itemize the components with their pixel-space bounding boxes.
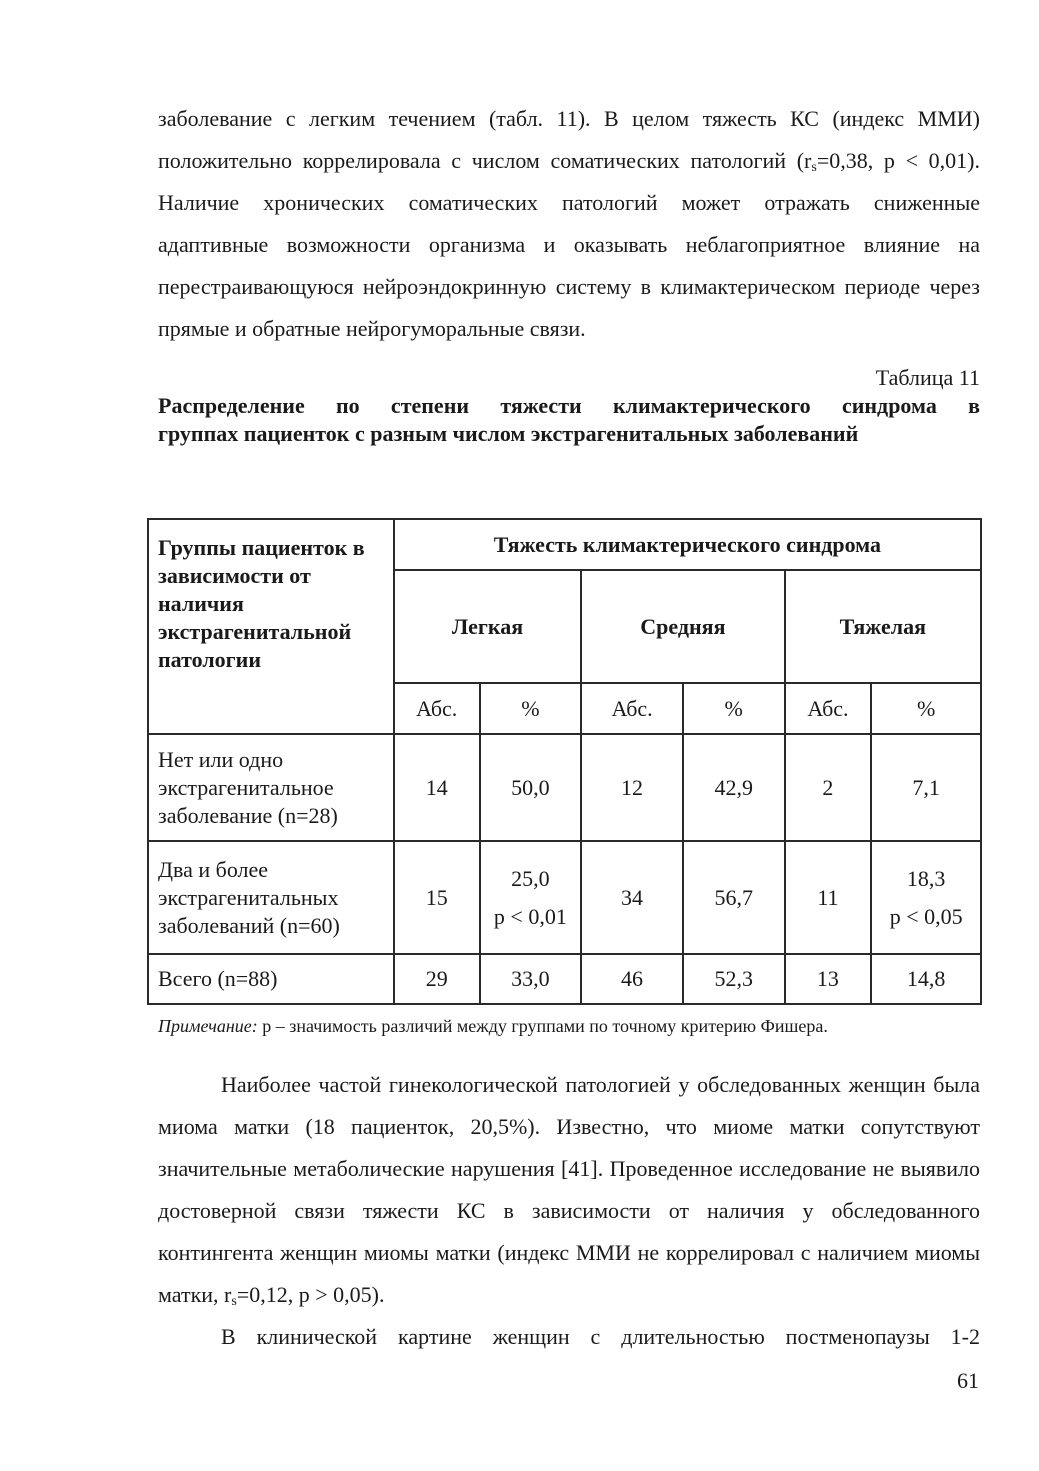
table-cell: 14	[394, 734, 480, 841]
table-row	[148, 841, 981, 954]
table-cell: 56,7	[683, 841, 785, 954]
intro-text-1: заболевание с легким течением (табл. 11). В целом тяжесть КС (индекс ММИ) положительно коррелировала с числом соматических патологий (r	[158, 106, 980, 173]
table-cell: 29	[394, 954, 480, 1004]
table-cell: 42,9	[683, 734, 785, 841]
page-bottom	[158, 1064, 980, 1358]
cell-value: 18,3	[906, 865, 946, 891]
cell-value: 50,0	[511, 774, 550, 800]
abs-label: Абс.	[581, 683, 683, 734]
row-label: Два и более экстрагенитальных заболеваний (n=60)	[148, 841, 394, 954]
cell-value: 7,1	[912, 774, 940, 800]
note-label: Примечание:	[158, 1016, 258, 1036]
table-cell: 12	[581, 734, 683, 841]
level-mild: Легкая	[394, 570, 581, 683]
body-text-end: =0,12, p > 0,05).	[236, 1282, 385, 1307]
intro-text-2: =0,38, p < 0,01). Наличие хронических соматических патологий может отражать сниженные адаптивные возможности организма и оказывать неблагоприятное влияние на перестраивающуюся нейроэндокринную систему в климактерическом периоде через прямые и обратные нейрогуморальные связи.	[158, 148, 981, 341]
table-cell: 15	[394, 841, 480, 954]
severity-table	[147, 518, 982, 1005]
table-cell: 52,3	[683, 954, 785, 1004]
table-title-line-1: Распределение по степени тяжести климактерического синдрома в	[158, 393, 980, 418]
note-text: p – значимость различий между группами по точному критерию Фишера.	[257, 1016, 828, 1036]
table-cell	[871, 734, 981, 841]
table-cell	[480, 954, 582, 1004]
table-title-line-2: группах пациенток с разным числом экстрагенитальных заболеваний	[158, 421, 859, 446]
table-cell	[480, 734, 582, 841]
body-paragraph	[158, 1064, 980, 1316]
table-cell	[480, 841, 582, 954]
cell-value: 25,0	[511, 865, 550, 891]
abs-label: Абс.	[394, 683, 480, 734]
page-number: 61	[957, 1368, 979, 1393]
table-cell	[871, 954, 981, 1004]
p-value: p < 0,01	[493, 903, 567, 929]
level-severe: Тяжелая	[785, 570, 981, 683]
body-text: Наиболее частой гинекологической патологией у обследованных женщин была миома матки (18 пациенток, 20,5%). Известно, что миоме матки сопутствуют значительные метаболические нарушения [41]. Проведенное исследование не выявило достоверной связи тяжести КС в зависимости от наличия у обследованного контингента женщин миомы матки (индекс ММИ не коррелировал с наличием миомы матки, r	[158, 1072, 980, 1307]
table-cell: 13	[785, 954, 872, 1004]
table-title	[158, 392, 980, 448]
body-subscript: s	[231, 1294, 237, 1309]
table-note	[158, 1016, 828, 1037]
level-moderate: Средняя	[581, 570, 784, 683]
intro-subscript: s	[811, 160, 817, 175]
intro-paragraph	[158, 98, 980, 350]
abs-label: Абс.	[785, 683, 872, 734]
page-top	[158, 98, 980, 448]
severity-header: Тяжесть климактерического синдрома	[394, 519, 981, 570]
row-label: Всего (n=88)	[148, 954, 394, 1004]
p-value: p < 0,05	[889, 903, 963, 929]
pct-label: %	[683, 683, 785, 734]
table-cell: 2	[785, 734, 872, 841]
body-paragraph-2: В клинической картине женщин с длительностью постменопаузы 1-2	[221, 1324, 980, 1349]
cell-value: 33,0	[511, 966, 550, 991]
row-label: Нет или одно экстрагенитальное заболевание (n=28)	[148, 734, 394, 841]
pct-label: %	[480, 683, 582, 734]
table-cell	[871, 841, 981, 954]
table-row	[148, 954, 981, 1004]
table-cell: 11	[785, 841, 872, 954]
group-header: Группы пациенток в зависимости от наличия экстрагенитальной патологии	[148, 519, 394, 734]
table-cell: 34	[581, 841, 683, 954]
table-caption: Таблица 11	[875, 365, 980, 390]
pct-label: %	[871, 683, 981, 734]
cell-value: 14,8	[906, 966, 946, 991]
table-row	[148, 734, 981, 841]
table-cell: 46	[581, 954, 683, 1004]
